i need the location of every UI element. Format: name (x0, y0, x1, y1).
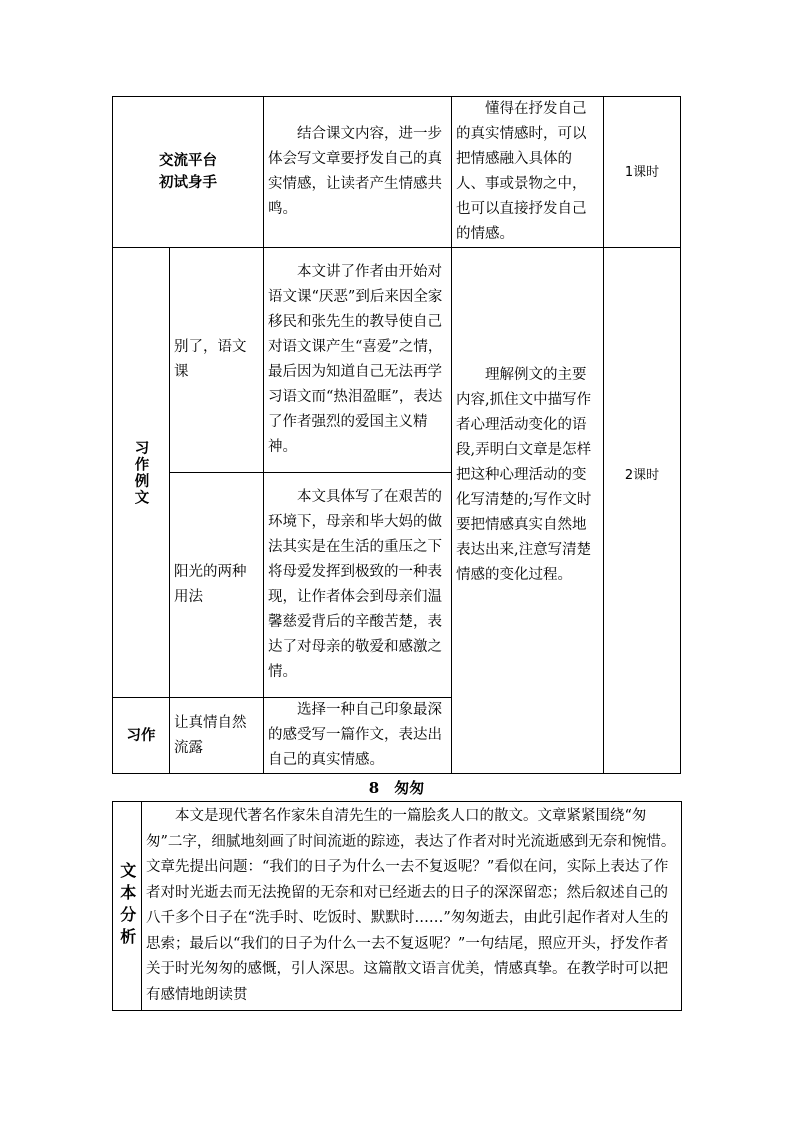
writing-title: 让真情自然流露 (170, 698, 264, 774)
example-title-2: 阳光的两种用法 (170, 473, 264, 698)
lesson-heading: 8 匆匆 (368, 779, 425, 797)
hours-cell-exchange: 1课时 (604, 97, 681, 248)
example-content-1: 本文讲了作者由开始对语文课“厌恶”到后来因全家移民和张先生的教导使自己对语文课产生“喜爱”之情，最后因为知道自己无法再学习语文而“热泪盈眶”，表达了作者强烈的爱国主义精神。 (264, 248, 452, 473)
examples-hours-cell: 2课时 (604, 248, 681, 774)
plan-row-exchange (113, 97, 681, 248)
section-cell-writing: 习作 (113, 698, 170, 774)
example-title-1: 别了，语文课 (170, 248, 264, 473)
plan-row-example-1 (113, 248, 681, 473)
writing-content: 选择一种自己印象最深的感受写一篇作文，表达出自己的真实情感。 (264, 698, 452, 774)
example-content-2: 本文具体写了在艰苦的环境下，母亲和毕大妈的做法其实是在生活的重压之下将母爱发挥到极致的一种表现，让作者体会到母亲们温馨慈爱背后的辛酸苦楚，表达了对母亲的敬爱和感激之情。 (264, 473, 452, 698)
examples-goal-cell: 理解例文的主要内容,抓住文中描写作者心理活动变化的语段,弄明白文章是怎样把这种心理活动的变化写清楚的;写作文时要把情感真实自然地表达出来,注意写清楚情感的变化过程。 (452, 248, 604, 774)
analysis-row (113, 802, 682, 1011)
goal-cell-exchange: 懂得在抒发自己的真实情感时，可以把情感融入具体的人、事或景物之中，也可以直接抒发自己的情感。 (452, 97, 604, 248)
section-cell-exchange: 交流平台 初试身手 (113, 97, 264, 248)
analysis-label-cell (113, 802, 142, 1011)
content-cell-exchange: 结合课文内容，进一步体会写文章要抒发自己的真实情感，让读者产生情感共鸣。 (264, 97, 452, 248)
analysis-label: 文本分析 (117, 862, 137, 950)
section-cell-examples (113, 248, 170, 698)
lesson-plan-table (112, 96, 681, 774)
analysis-text: 本文是现代著名作家朱自清先生的一篇脍炙人口的散文。文章紧紧围绕“匆匆”二字，细腻地刻画了时间流逝的踪迹，表达了作者对时光流逝感到无奈和惋惜。文章先提出问题：“我们的日子为什么一去不复返呢？”看似在问，实际上表达了作者对时光逝去而无法挽留的无奈和对已经逝去的日子的深深留恋；然后叙述自己的八千多个日子在“洗手时、吃饭时、默默时……”匆匆逝去，由此引起作者对人生的思索；最后以“我们的日子为什么一去不复返呢？”一句结尾，照应开头，抒发作者关于时光匆匆的感慨，引人深思。这篇散文语言优美，情感真挚。在教学时可以把有感情地朗读贯 (142, 802, 682, 1011)
examples-label: 习作例文 (132, 439, 150, 506)
text-analysis-table (112, 801, 682, 1011)
